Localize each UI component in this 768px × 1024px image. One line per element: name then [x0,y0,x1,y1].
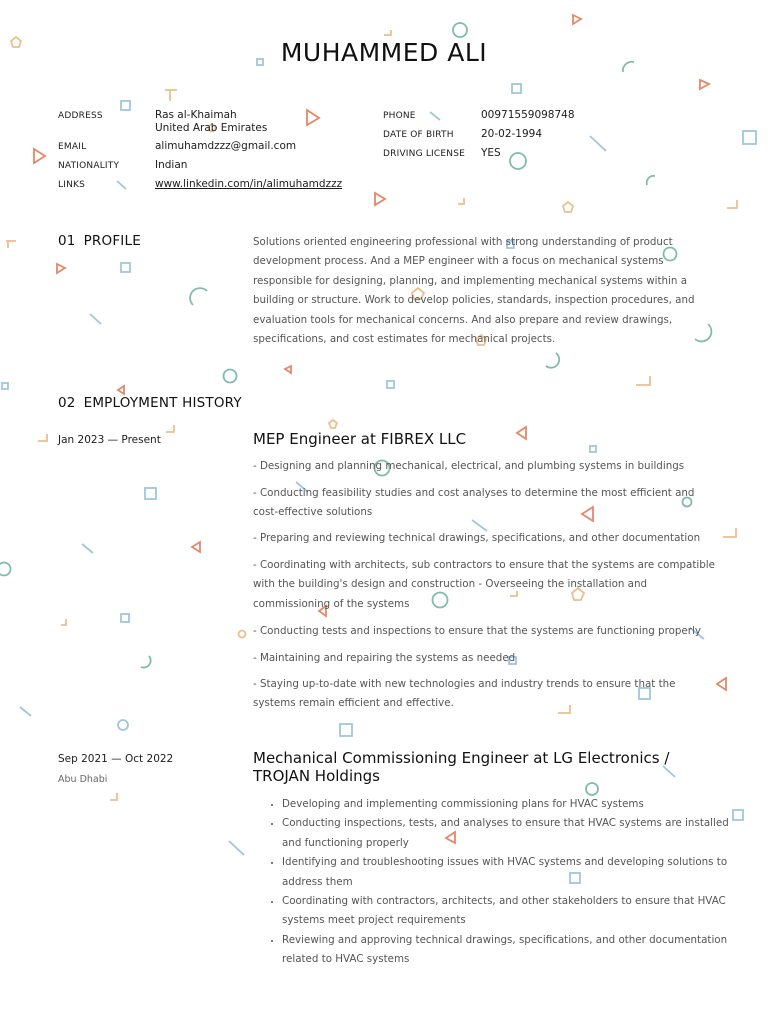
license-value: YES [481,147,501,159]
job-duty: - Preparing and reviewing technical drawings, specifications, and other documentation [253,532,701,544]
candidate-name: MUHAMMED ALI [280,38,488,67]
job-date: Sep 2021 — Oct 2022 [58,753,174,765]
profile-heading [58,233,141,249]
employment-number: 02 [58,395,76,411]
list-item: • Developing and implementing commissioning plans for HVAC systems [282,795,732,814]
job-duty: - Staying up-to-date with new technologies and industry trends to ensure that the systems remain efficient and effective. [253,678,676,710]
list-item: • Coordinating with contractors, architects, and other stakeholders to ensure that HVAC systems meet project requirements [282,892,732,931]
email-label: EMAIL [58,142,87,152]
job-duties-list [263,795,732,970]
job-title: Mechanical Commissioning Engineer at LG Electronics / TROJAN Holdings [253,749,670,785]
job-duty: - Coordinating with architects, sub contractors to ensure that the systems are compatible with the building's design and construction - Overseeing the installation and commissioning of the systems [253,559,715,610]
profile-title: PROFILE [83,233,141,249]
address-line1: Ras al-Khaimah [155,109,237,121]
address-line2: United Arab Emirates [155,122,268,134]
nationality-label: NATIONALITY [58,161,120,171]
address-label: ADDRESS [58,111,103,121]
employment-title: EMPLOYMENT HISTORY [83,395,242,411]
job-duty: - Conducting feasibility studies and cost analyses to determine the most efficient and cost-effective solutions [253,487,695,519]
license-label: DRIVING LICENSE [383,149,465,159]
dob-label: DATE OF BIRTH [383,130,454,140]
phone-value: 00971559098748 [481,109,575,121]
employment-heading [58,395,242,411]
dob-value: 20-02-1994 [481,128,543,140]
profile-number: 01 [58,233,76,249]
list-item: • Conducting inspections, tests, and analyses to ensure that HVAC systems are installed and functioning properly [282,814,732,853]
phone-label: PHONE [383,111,416,121]
job-location: Abu Dhabi [58,774,108,785]
job-duty: - Designing and planning mechanical, electrical, and plumbing systems in buildings [253,460,685,472]
linkedin-link[interactable]: www.linkedin.com/in/alimuhamdzzz [155,178,343,190]
job-duty: - Maintaining and repairing the systems as needed [253,652,516,664]
profile-text: Solutions oriented engineering professional with strong understanding of product development process. And a MEP engineer with a focus on mechanical systems responsible for designing, planning, and implementing mechanical systems within a building or structure. Work to develop policies, standards, inspection procedures, and evaluation tools for mechanical concerns. And also prepare and review drawings, specifications, and cost estimates for mechanical projects. [253,236,695,346]
job-title: MEP Engineer at FIBREX LLC [253,430,467,448]
list-item: • Reviewing and approving technical drawings, specifications, and other documentation related to HVAC systems [282,931,732,970]
nationality-value: Indian [155,159,188,171]
links-label: LINKS [58,180,86,190]
job-duty: - Conducting tests and inspections to ensure that the systems are functioning properly [253,625,701,637]
list-item: • Identifying and troubleshooting issues with HVAC systems and developing solutions to address them [282,853,732,892]
email-value: alimuhamdzzz@gmail.com [155,140,297,152]
job-date: Jan 2023 — Present [58,434,161,446]
